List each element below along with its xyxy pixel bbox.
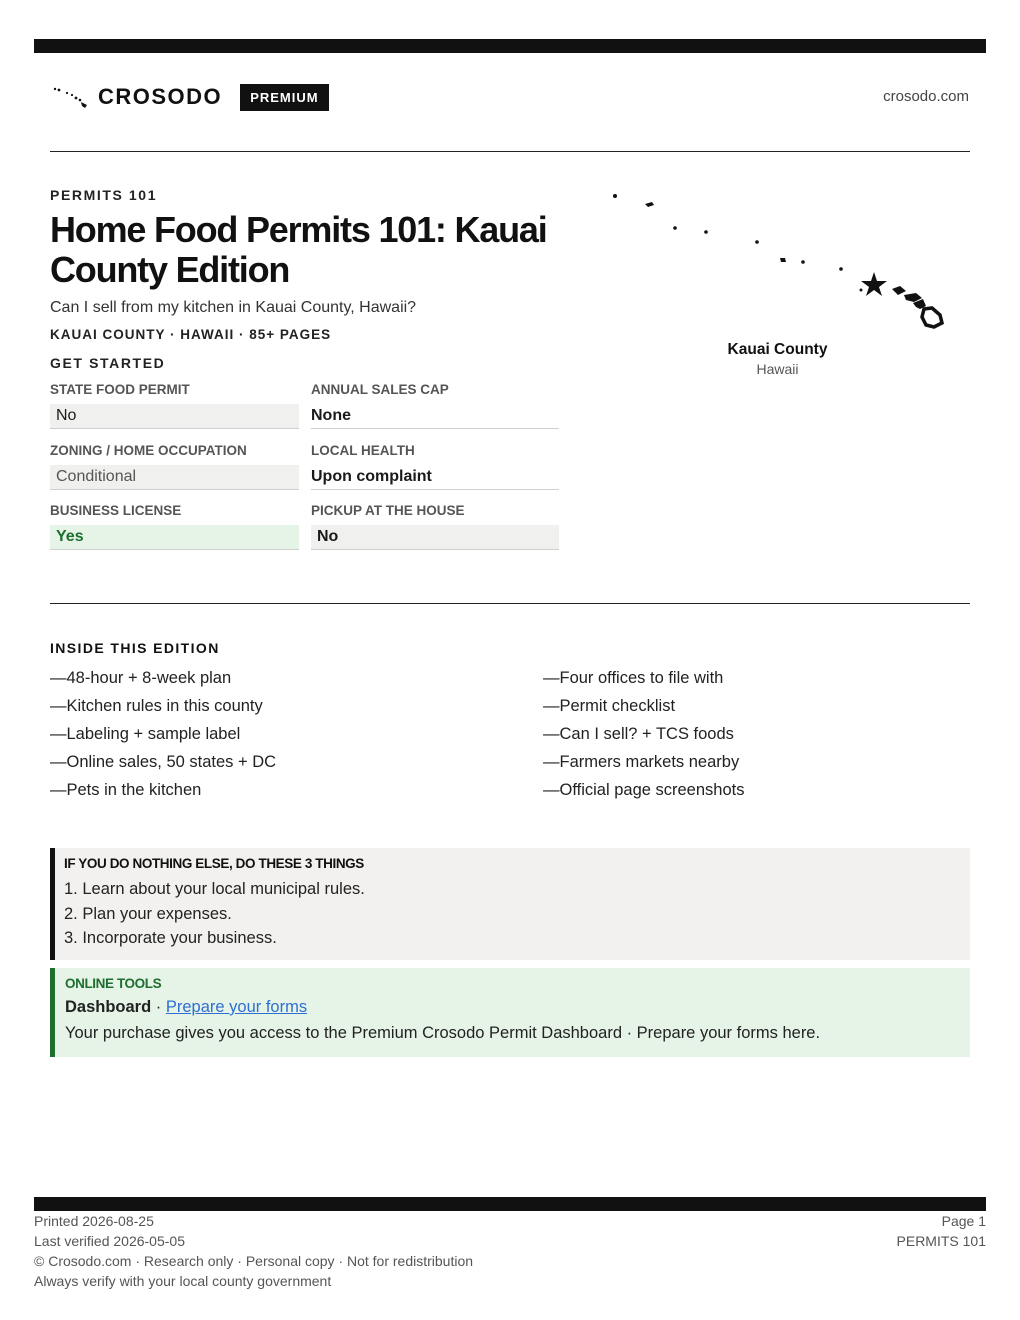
toc-item: —48-hour + 8-week plan [50,669,232,687]
toc-item: —Can I sell? + TCS foods [543,725,734,743]
toc-right [543,667,963,807]
fact-label: ZONING / HOME OCCUPATION [50,443,247,458]
toc-item: —Official page screenshots [543,781,745,799]
footer-section: PERMITS 101 [896,1233,986,1249]
footer-left [34,1211,473,1291]
fact-label: ANNUAL SALES CAP [311,382,449,397]
fact-state-food-permit [50,382,299,429]
fact-business-license [50,503,299,550]
online-tools-box [50,968,970,1057]
fact-label: BUSINESS LICENSE [50,503,182,518]
inside-heading: INSIDE THIS EDITION [50,640,220,656]
footer-right [897,1211,986,1251]
toc-item: —Online sales, 50 states + DC [50,753,277,771]
fact-label: STATE FOOD PERMIT [50,382,190,397]
hawaii-islands-icon [52,83,92,111]
get-started-heading: GET STARTED [50,355,166,371]
header-divider [50,151,970,152]
disclaimer: Always verify with your local county government [34,1273,332,1289]
toc-item: —Four offices to file with [543,669,724,687]
callout-heading: IF YOU DO NOTHING ELSE, DO THESE 3 THINGS [64,856,364,871]
callout-item: 3. Incorporate your business. [64,929,277,947]
fact-pickup [311,503,559,550]
page-number: Page 1 [941,1213,986,1229]
toc-item: —Pets in the kitchen [50,781,202,799]
edition-meta: KAUAI COUNTY · HAWAII · 85+ PAGES [50,327,332,342]
fact-label: LOCAL HEALTH [311,443,415,458]
toc-item: —Labeling + sample label [50,725,241,743]
map-caption [700,341,855,377]
tools-description: Your purchase gives you access to the Premium Crosodo Permit Dashboard · Prepare your forms here. [65,1024,821,1042]
map-county: Kauai County [727,341,828,358]
tools-line [65,998,970,1017]
toc-left [50,667,510,807]
tools-heading: ONLINE TOOLS [65,976,162,991]
toc-item: —Permit checklist [543,697,676,715]
star-icon [861,272,887,296]
dashboard-label: Dashboard [65,998,152,1016]
tools-separator: · [151,998,166,1016]
fact-value: Conditional [50,465,299,490]
fact-local-health [311,443,559,490]
fact-value: No [50,404,299,429]
header-logo[interactable] [52,82,329,112]
site-url[interactable]: crosodo.com [883,88,969,105]
toc-item: —Farmers markets nearby [543,753,740,771]
fact-zoning [50,443,299,490]
printed-date: Printed 2026-08-25 [34,1213,154,1229]
fact-value: Upon complaint [311,465,559,490]
map-state: Hawaii [756,361,799,377]
callout-item: 1. Learn about your local municipal rules. [64,880,365,898]
callout-item: 2. Plan your expenses. [64,904,232,923]
verified-date: Last verified 2026-05-05 [34,1233,185,1249]
toc-item: —Kitchen rules in this county [50,697,263,715]
fact-value: None [311,404,559,429]
section-kicker: PERMITS 101 [50,187,158,203]
fact-value: Yes [50,525,299,550]
copyright: © Crosodo.com · Research only · Personal copy · Not for redistribution [34,1253,474,1269]
hawaii-map [600,185,950,335]
section-divider [50,603,970,604]
fact-label: PICKUP AT THE HOUSE [311,503,465,518]
fact-annual-sales-cap [311,382,559,429]
premium-badge: PREMIUM [240,84,328,111]
prepare-forms-link[interactable]: Prepare your forms [165,998,308,1016]
priority-callout [50,848,970,960]
top-bar [34,39,986,53]
fact-value: No [311,525,559,550]
footer-bar [34,1197,986,1211]
page-subtitle: Can I sell from my kitchen in Kauai County, Hawaii? [50,299,417,316]
brand-name: CROSODO [98,84,223,109]
page-title: Home Food Permits 101: Kauai County Edition [50,209,547,290]
